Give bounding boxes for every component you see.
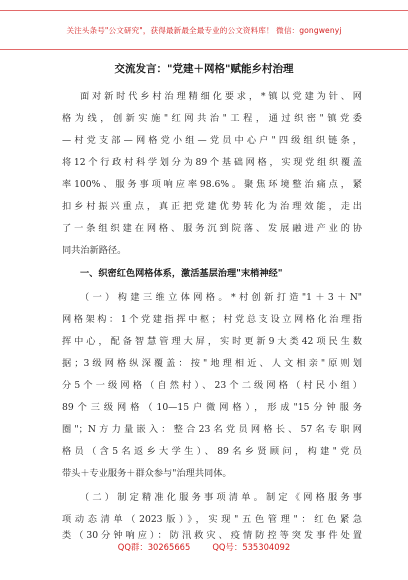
paragraph-line: 格为线，创新实施"红网共治"工程，通过织密"镇党委 [62,113,362,124]
paragraph-line: 据；3级网格纵深覆盖：按"地理相近、人文相亲"原则划 [62,358,362,369]
paragraph-line: 圈"；N方力量嵌入：整合23名党员网格长、57名专职网 [62,424,362,435]
paragraph-line: 挥中心，配备智慧管理大屏，实时更新9大类42项民生数 [62,336,362,347]
paragraph-line: 扣乡村振兴重点，真正把党建优势转化为治理效能，走出 [62,201,362,212]
paragraph-line: 将12个行政村科学划分为89个基础网格，实现党组织覆盖 [62,157,362,168]
paragraph-line: 分5个一级网格（自然村）、23个二级网格（村民小组） [62,380,362,391]
paragraph-line: （二）制定精准化服务事项清单。制定《网格服务事 [80,492,362,503]
qq-number-text: QQ号：535304092 [212,542,291,552]
paragraph-line: 89个三级网格（10—15户微网格），形成"15分钟服务 [62,402,362,413]
paragraph-line: 率100%、服务事项响应率98.6%。聚焦环境整治痛点，紧 [62,179,362,190]
document-title: 交流发言："党建＋网格"赋能乡村治理 [114,63,294,75]
paragraph-line: —村党支部—网格党小组—党员中心户"四级组织链条， [62,135,362,146]
paragraph-line: 类（30分钟响应）：防汛救灾、疫情防控等突发事件处置 [62,530,362,541]
paragraph-line: 带头＋专业服务＋群众参与"治理共同体。 [62,468,232,479]
section-heading: 一、织密红色网格体系，激活基层治理"末梢神经" [80,268,283,279]
qq-group-text: QQ群：30265665 [117,542,191,552]
paragraph-line: 面对新时代乡村治理精细化要求，*镇以党建为针、网 [80,91,362,102]
paragraph-line: 同共治新路径。 [62,245,127,256]
paragraph-line: 网格架构：1个党建指挥中枢；村党总支设立网格化治理指 [62,314,362,325]
promo-banner-text: 关注头条号"公文研究"，获得最新最全最专业的公文资料库！ 微信：gongwenyj [66,25,342,35]
paragraph-line: （一）构建三维立体网格。*村创新打造"1＋3＋N" [80,292,362,303]
paragraph-line: 项动态清单（2023版）》，实现"五色管理"：红色紧急 [62,514,362,525]
contact-footer [0,541,408,553]
paragraph-line: 了一条组织建在网格、服务沉到院落、发展融进产业的协 [62,223,362,234]
promo-banner [0,10,408,50]
paragraph-line: 格员（含5名返乡大学生）、89名乡贤顾问，构建"党员 [62,446,362,457]
